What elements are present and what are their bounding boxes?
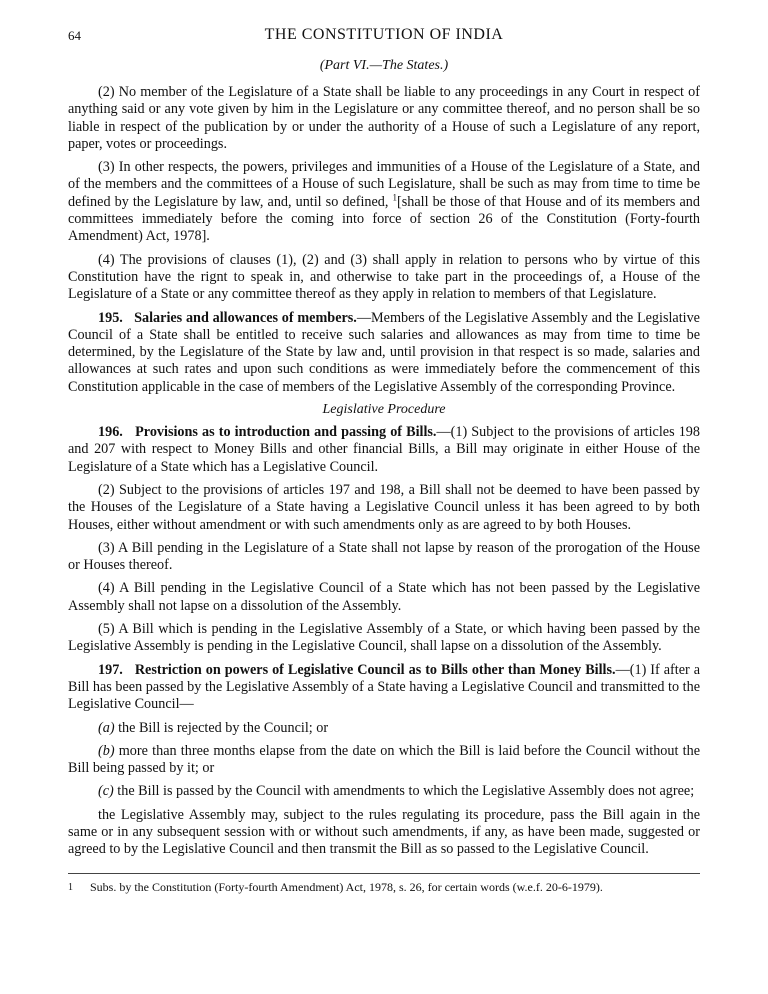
article-194-clause-2: (2) No member of the Legislature of a State shall be liable to any proceedings in any Court in respect of anything said or any vote given by him in the Legislature or any committee thereof, and no person shall be so liable in respect of the publication by or under the authority of a House of such a Legislature of any report, paper, votes or proceedings. [68, 84, 700, 152]
article-197-closing: the Legislative Assembly may, subject to the rules regulating its procedure, pass the Bill again in the same or in any subsequent session with or without such amendments, if any, as have been made, suggested or agreed to by the Legislative Council and then transmit the Bill as so passed to the Legislative Council. [68, 806, 700, 858]
item-label: (b) [98, 742, 115, 759]
section-body: —Members of the Legislative Assembly and the Legislative Council of a State shall be entitled to receive such salaries and allowances as may from time to time be determined, by the Legislature of the State by law and, until provision in that respect is so made, salaries and allowances at such rates and upon such conditions as were immediately before the commencement of this Constitution applicable in the case of members of the Legislative Assembly of the corresponding Province. [68, 309, 700, 395]
item-text: more than three months elapse from the date on which the Bill is laid before the Council without the Bill being passed by it; or [68, 742, 700, 777]
footnote-text: Subs. by the Constitution (Forty-fourth Amendment) Act, 1978, s. 26, for certain words (w.e.f. 20-6-1979). [90, 879, 603, 894]
article-194-clause-4: (4) The provisions of clauses (1), (2) and (3) shall apply in relation to persons who by virtue of this Constitution have the rignt to speak in, and otherwise to take part in the proceedings of, a House of the Legislature of a State or any committee thereof as they apply in relation to members of that Legislature. [68, 251, 700, 303]
footnote-divider [68, 873, 700, 874]
section-title: Provisions as to introduction and passing of Bills. [135, 424, 437, 441]
article-195 [68, 310, 700, 396]
subheading-legislative-procedure: Legislative Procedure [322, 402, 446, 418]
article-197-item-a [68, 720, 700, 737]
footnote [68, 880, 700, 895]
section-number: 197. [98, 661, 123, 678]
section-body: —(1) Subject to the provisions of articles 198 and 207 with respect to Money Bills and other financial Bills, a Bill may originate in either House of the Legislature of a State which has a Legislative Council. [68, 424, 700, 475]
section-title: Restriction on powers of Legislative Council as to Bills other than Money Bills. [134, 661, 616, 678]
running-title: THE CONSTITUTION OF INDIA [264, 26, 504, 43]
article-196-clause-3: (3) A Bill pending in the Legislature of a State shall not lapse by reason of the prorogation of the House or Houses thereof. [68, 539, 700, 574]
article-197-item-b [68, 743, 700, 778]
footnote-reference: 1 [392, 192, 398, 203]
article-196-clause-5: (5) A Bill which is pending in the Legislative Assembly of a State, or which having been passed by the Legislative Assembly is pending in the Legislative Council, shall lapse on a dissolution of the Assembly. [68, 621, 700, 655]
article-196-clause-2: (2) Subject to the provisions of articles 197 and 198, a Bill shall not be deemed to have been passed by the Houses of the Legislature of a State having a Legislative Council unless it has been agreed to by both Houses, either without amendment or with such amendments only as are agreed to by both Houses. [68, 481, 700, 533]
section-title: Salaries and allowances of members. [134, 309, 357, 326]
clause-3-text-before: (3) In other respects, the powers, privileges and immunities of a House of the Legislature of a State, and of the members and the committees of a House of such Legislature, shall be such as may from time to time be defined by the Legislature by law, and, until so defined, [68, 159, 700, 210]
footnote-mark: 1 [68, 881, 73, 893]
item-label: (c) [98, 783, 114, 800]
article-194-clause-3 [68, 159, 700, 245]
article-196 [68, 424, 700, 476]
item-text: the Bill is rejected by the Council; or [114, 719, 329, 736]
page-header [68, 26, 700, 48]
clause-3-text-after: [shall be those of that House and of its members and committees immediately before the coming into force of section 26 of the Constitution (Forty-fourth Amendment) Act, 1978]. [68, 193, 700, 245]
page-number: 64 [68, 28, 81, 43]
item-text: the Bill is passed by the Council with amendments to which the Legislative Assembly does not agree; [113, 783, 695, 800]
document-page [68, 26, 700, 895]
section-body: —(1) If after a Bill has been passed by the Legislative Assembly of a State having a Legislative Council and transmitted to the Legislative Council— [68, 661, 701, 713]
article-197-item-c [68, 783, 700, 800]
article-197 [68, 662, 700, 714]
section-number: 196. [98, 424, 123, 441]
part-heading: (Part VI.—The States.) [319, 58, 449, 73]
section-number: 195. [98, 309, 123, 326]
item-label: (a) [98, 719, 115, 736]
article-196-clause-4: (4) A Bill pending in the Legislative Council of a State which has not been passed by the Legislative Assembly shall not lapse on a dissolution of the Assembly. [68, 580, 700, 614]
